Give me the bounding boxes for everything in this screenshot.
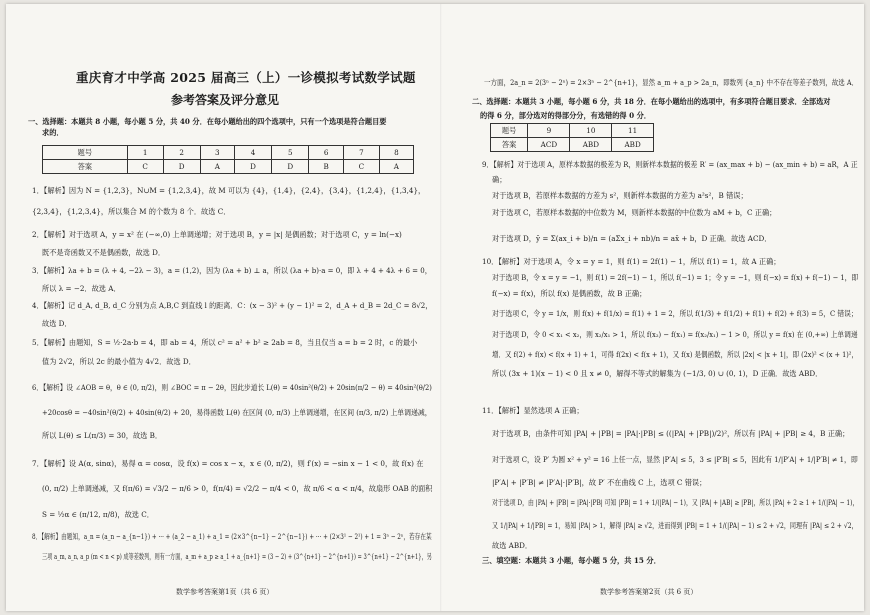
page-footer-1: 数学参考答案第1页（共 6 页） (176, 588, 274, 596)
table-header-cell: 8 (379, 146, 413, 160)
solution-line: 对于选项 D，ȳ = Σ(ax_i + b)/n = (aΣx_i + nb)/n = ax̄ + b，D 正确．故选 ACD． (492, 234, 772, 243)
solution-line: 2．【解析】对于选项 A，y = x² 在 (−∞,0) 上单调递增；对于选项 B，y = |x| 是偶函数；对于选项 C，y = ln(−x) (32, 230, 402, 239)
doc-subtitle: 参考答案及评分意见 (171, 93, 280, 107)
section-heading-1: 一、选择题：本题共 8 小题，每小题 5 分，共 40 分．在每小题给出的四个选项中，只有一个选项是符合题目要 (28, 117, 387, 126)
solution-line: 1．【解析】因为 N = {1,2,3}，N∪M = {1,2,3,4}，故 M 可以为 {4}，{1,4}，{2,4}，{3,4}，{1,2,4}，{1,3,4}， (32, 186, 426, 195)
table-answer-cell: D (272, 160, 309, 174)
solution-line: 又 1/|PA| + 1/|PB| = 1，易知 |PA| > 1，解得 |PA| ≥ √2，进而得到 |PB| = 1 + 1/(|PA| − 1) ≤ 2 + √2，同理有 |PA| ≤ 2 + √2， (492, 521, 858, 530)
table-header-cell: 题号 (491, 124, 528, 138)
table-answer-cell: B (309, 160, 344, 174)
table-answer-row (491, 138, 654, 152)
table-header-cell: 5 (272, 146, 309, 160)
solution-line: +20cosθ = −40sin²(θ/2) + 40sin(θ/2) + 20，易得函数 L(θ) 在区间 (0, π/3) 上单调递增，在区间 (π/3, π/2) 上单调递减， (42, 408, 432, 417)
table-header-cell: 2 (163, 146, 200, 160)
table-header-row (491, 124, 654, 138)
solution-line: 4．【解析】记 d_A, d_B, d_C 分别为点 A,B,C 到直线 l 的距离．C：(x − 3)² + (y − 1)² = 2，d_A + d_B = 2d_C = 8√2， (32, 301, 433, 310)
solution-line: 对于选项 C，若原样本数据的中位数为 M，则新样本数据的中位数为 aM + b，C 正确； (492, 208, 777, 217)
table-answer-cell: ABD (570, 138, 612, 152)
answer-table-1 (42, 145, 414, 174)
solution-line: 5．【解析】由题知，S = ½·2a·b = 4，即 ab = 4，所以 c² = a² + b² ≥ 2ab = 8，当且仅当 a = b = 2 时，c 的最小 (32, 338, 418, 347)
solution-line: 对于选项 C，令 y = 1/x，则 f(x) + f(1/x) = f(1) + 1 = 2，所以 f(1/3) + f(1/2) + f(1) + f(2) + f(3) = 5，C 错误； (492, 309, 858, 318)
scanned-sheet (6, 4, 864, 611)
solution-line: 三、填空题：本题共 3 小题，每小题 5 分，共 15 分． (482, 556, 661, 565)
page-footer-2: 数学参考答案第2页（共 6 页） (600, 588, 698, 596)
table-header-cell: 9 (528, 124, 570, 138)
table-header-cell: 1 (127, 146, 163, 160)
table-header-cell: 题号 (43, 146, 128, 160)
table-row-label: 答案 (43, 160, 128, 174)
solution-line: 对于选项 C，设 P′ 为圆 x² + y² = 16 上任一点，显然 |P′A| ≤ 5，3 ≤ |P′B| ≤ 5，因此有 1/|P′A| + 1/|P′B| ≠ 1，即 (492, 455, 858, 464)
solution-line: 一方面，2a_n = 2(3ⁿ − 2ⁿ) = 2×3ⁿ − 2^{n+1}，显然 a_m + a_p > 2a_n，即数列 {a_n} 中不存在等差子数列，故选 A． (484, 78, 859, 87)
solution-line: 11．【解析】显然选项 A 正确； (482, 406, 584, 415)
table-header-cell: 10 (570, 124, 612, 138)
solution-line: 故选 ABD． (492, 541, 533, 550)
solution-line: 对于选项 D，令 0 < x₁ < x₂，则 x₂/x₁ > 1，所以 f(x₂) − f(x₁) = f(x₂/x₁) − 1 > 0，所以 y = f(x) 在 (0,+∞) 上单调递 (492, 330, 858, 339)
table-header-cell: 4 (234, 146, 271, 160)
solution-line: (0, π/2) 上单调递减，又 f(π/6) = √3/2 − π/6 > 0，f(π/4) = √2/2 − π/4 < 0，故 π/6 < α < π/4，故扇形 OAB 的面积 (42, 484, 433, 493)
solution-line: 6．【解析】设 ∠AOB = θ，θ ∈ (0, π/2)，则 ∠BOC = π − 2θ，因此步道长 L(θ) = 40sin²(θ/2) + 20sin(π/2 − θ) = 40sin²(θ/2) (32, 383, 432, 392)
table-answer-cell: C (344, 160, 380, 174)
solution-line: 8．【解析】由题知，a_n = (a_n − a_{n−1}) + ··· + (a_2 − a_1) + a_1 = (2×3^{n−1} − 2^{n−1}) + ··· + (2×3¹ − 2¹) + 1 = 3ⁿ − 2ⁿ，若存在某 (32, 532, 432, 541)
answer-table-2 (490, 123, 654, 152)
table-header-cell: 3 (200, 146, 234, 160)
solution-line: 所以 (3x + 1)(x − 1) < 0 且 x ≠ 0，解得不等式的解集为 (−1/3, 0) ∪ (0, 1)，D 正确．故选 ABD． (492, 369, 823, 378)
table-answer-cell: ABD (612, 138, 654, 152)
table-answer-row (43, 160, 414, 174)
solution-line: {2,3,4}，{1,2,3,4}，所以集合 M 的个数为 8 个．故选 C． (32, 207, 231, 216)
solution-line: |P′A| + |P′B| ≠ |P′A|·|P′B|，故 P′ 不在曲线 C 上，选项 C 错误； (492, 478, 707, 487)
table-row-label: 答案 (491, 138, 528, 152)
solution-line: 二、选择题：本题共 3 小题，每小题 6 分，共 18 分．在每小题给出的选项中，有多项符合题目要求．全部选对 (472, 97, 831, 106)
table-answer-cell: D (163, 160, 200, 174)
page-fold (440, 4, 442, 611)
solution-line: 对于选项 D，由 |PA| + |PB| = |PA|·|PB| 可知 |PB| = 1 + 1/(|PA| − 1)，又 |PA| + |AB| ≥ |PB|，所以 |PA| + 2 ≥ 1 + 1/(|PA| − 1)， (492, 498, 859, 507)
solution-line: 三项 a_m, a_n, a_p (m < n < p) 成等差数列，则有一方面，a_m + a_p ≥ a_1 + a_{n+1} = (3 − 2) + (3^{n+1} − 2^{n+1}) = 3^{n+1} − 2^{n+1}，另 (42, 552, 432, 561)
solution-line: 所以 L(θ) ≤ L(π/3) = 30，故选 B． (42, 431, 163, 440)
solution-line: 对于选项 B，若原样本数据的方差为 s²，则新样本数据的方差为 a²s²，B 错误； (492, 191, 748, 200)
solution-line: 确； (492, 175, 507, 184)
solution-line: 10．【解析】对于选项 A，令 x = y = 1，则 f(1) = 2f(1) − 1，所以 f(1) = 1，故 A 正确； (482, 257, 781, 266)
solution-line: 9．【解析】对于选项 A，原样本数据的极差为 R，则新样本数据的极差 R′ = (ax_max + b) − (ax_min + b) = aR，A 正 (482, 160, 858, 169)
solution-line: 对于选项 B，由条件可知 |PA| + |PB| = |PA|·|PB| ≤ ((|PA| + |PB|)/2)²，所以有 |PA| + |PB| ≥ 4，B 正确； (492, 429, 850, 438)
page-1 (6, 4, 438, 611)
solution-line: 值为 2√2，所以 2c 的最小值为 4√2．故选 D． (42, 357, 196, 366)
table-answer-cell: C (127, 160, 163, 174)
table-header-cell: 11 (612, 124, 654, 138)
page-2 (444, 4, 864, 611)
solution-line: 7．【解析】设 A(α, sinα)，易得 α = cosα，设 f(x) = cos x − x，x ∈ (0, π/2)，则 f′(x) = −sin x − 1 < 0，故 f(x) 在 (32, 459, 424, 468)
solution-line: 既不是奇函数又不是偶函数，故选 D． (42, 248, 166, 257)
section-heading-1-cont: 求的． (42, 128, 64, 137)
solution-line: 故选 D． (42, 319, 72, 328)
solution-line: 增．又 f(2) + f(x) < f(x + 1) + 1，可得 f(2x) < f(x + 1)，又 f(x) 是偶函数，所以 |2x| < |x + 1|，即 (2x)² < (x + 1)²， (492, 350, 858, 359)
solution-line: 对于选项 B，令 x = y = −1，则 f(1) = 2f(−1) − 1，所以 f(−1) = 1；令 y = −1，则 f(−x) = f(x) + f(−1) − 1，即 (492, 273, 859, 282)
table-header-cell: 7 (344, 146, 380, 160)
table-answer-cell: A (200, 160, 234, 174)
doc-title: 重庆育才中学高 2025 届高三（上）一诊模拟考试数学试题 (76, 70, 416, 85)
solution-line: 的得 6 分，部分选对的得部分分，有选错的得 0 分． (480, 111, 651, 120)
table-answer-cell: D (234, 160, 271, 174)
solution-line: 所以 λ = −2．故选 A． (42, 284, 121, 293)
solution-line: S = ½α ∈ (π/12, π/8)，故选 C． (42, 510, 154, 519)
solution-line: f(−x) = f(x)，所以 f(x) 是偶函数，故 B 正确； (492, 289, 647, 298)
table-answer-cell: ACD (528, 138, 570, 152)
table-header-cell: 6 (309, 146, 344, 160)
table-header-row (43, 146, 414, 160)
table-answer-cell: A (379, 160, 413, 174)
solution-line: 3．【解析】λa + b = (λ + 4, −2λ − 3)，a = (1,2)，因为 (λa + b) ⊥ a，所以 (λa + b)·a = 0，即 λ + 4 + 4λ + 6 = 0， (32, 266, 432, 275)
